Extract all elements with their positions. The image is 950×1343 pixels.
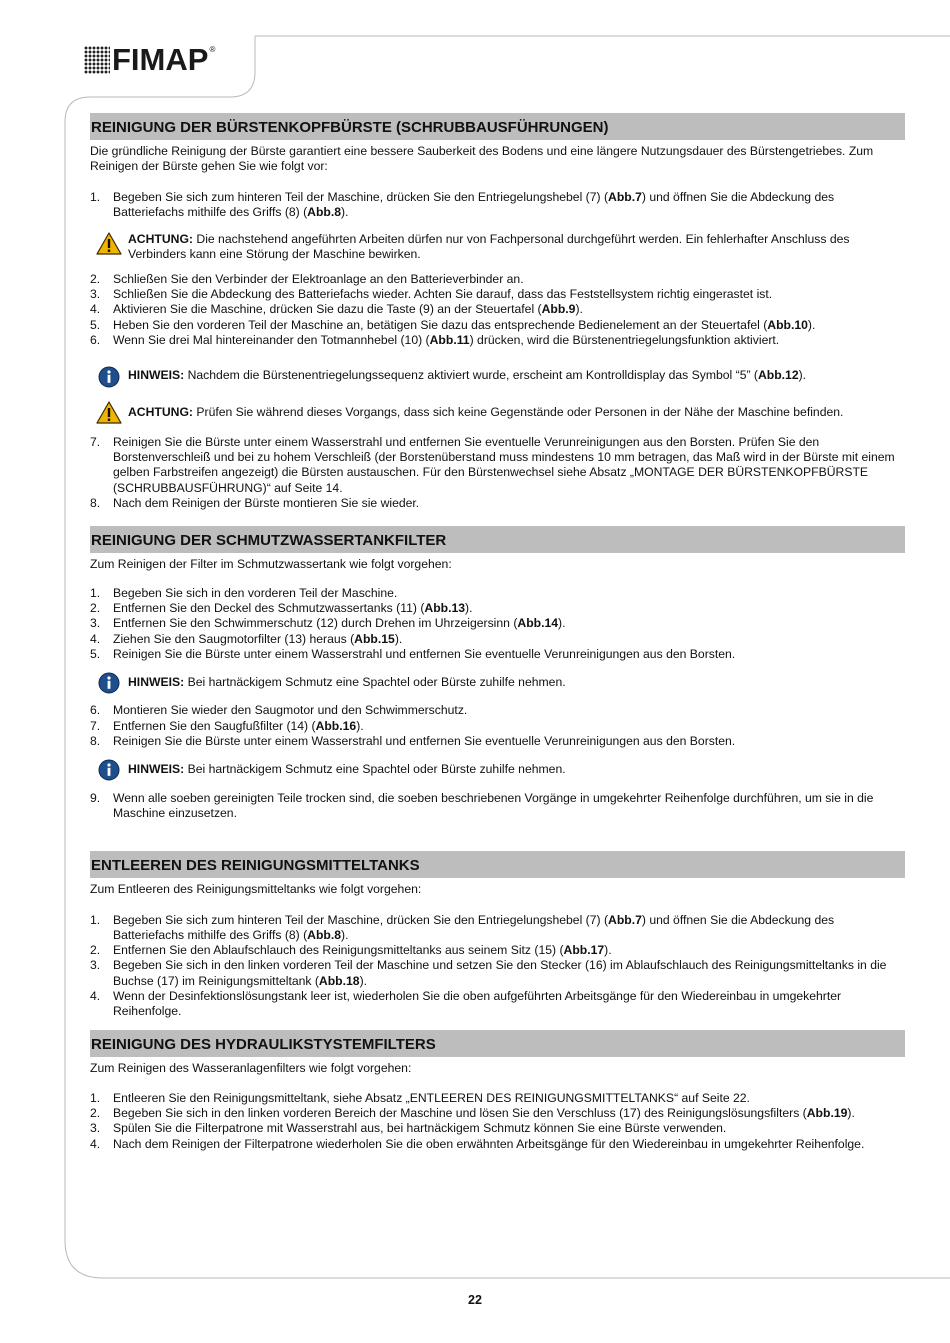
page-content: [90, 113, 905, 1152]
list-item: 8. Nach dem Reinigen der Bürste montieren Sie sie wieder.: [90, 496, 420, 511]
list-item: 8. Reinigen Sie die Bürste unter einem Wasserstrahl und entfernen Sie eventuelle Verunreinigungen aus den Borsten.: [90, 734, 736, 749]
list-item: 4. Nach dem Reinigen der Filterpatrone wiederholen Sie die oben erwähnten Arbeitsgänge für den Wiedereinbau in umgekehrter Reihenfolge.: [90, 1136, 865, 1151]
section-intro: Die gründliche Reinigung der Bürste garantiert eine bessere Sauberkeit des Bodens und eine längere Nutzungsdauer des Bürstengetriebes. Zum Reinigen der Bürste gehen Sie wie folgt vor:: [90, 144, 874, 174]
step-list: [90, 1091, 905, 1152]
section-title: REINIGUNG DER BÜRSTENKOPFBÜRSTE (SCHRUBBAUSFÜHRUNGEN): [90, 113, 905, 140]
warning-note: ACHTUNG: Die nachstehend angeführten Arbeiten dürfen nur von Fachpersonal durchgeführt werden. Ein fehlerhafter Anschluss des Verbinders kann eine Störung der Maschine bewirken.: [90, 232, 905, 263]
logo-registered-mark: ®: [209, 45, 216, 54]
warning-note: ACHTUNG: Prüfen Sie während dieses Vorgangs, dass sich keine Gegenstände oder Personen in der Nähe der Maschine befinden.: [90, 405, 905, 420]
fimap-logo: [84, 44, 215, 75]
list-item: 9. Wenn alle soeben gereinigten Teile trocken sind, die soeben beschriebenen Vorgänge in umgekehrter Reihenfolge durchführen, um sie in die Maschine einzusetzen.: [90, 790, 874, 820]
list-item: 1. Entleeren Sie den Reinigungsmitteltank, siehe Absatz „ENTLEEREN DES REINIGUNGSMITTELTANKS“ auf Seite 22.: [90, 1090, 750, 1105]
step-list: [90, 791, 905, 822]
section-intro: Zum Reinigen der Filter im Schmutzwassertank wie folgt vorgehen:: [90, 557, 452, 572]
list-item: 4. Aktivieren Sie die Maschine, drücken Sie dazu die Taste (9) an der Steuertafel (Abb.9).: [90, 302, 583, 317]
step-list: [90, 190, 905, 221]
list-item: 2. Begeben Sie sich in den linken vorderen Bereich der Maschine und lösen Sie den Verschluss (17) des Reinigungslösungsfilters (Abb.19).: [90, 1106, 855, 1121]
hint-note: HINWEIS: Nachdem die Bürstenentriegelungssequenz aktiviert wurde, erscheint am Kontrolldisplay das Symbol “5” (Abb.12).: [90, 368, 905, 383]
section-title: REINIGUNG DER SCHMUTZWASSERTANKFILTER: [90, 526, 905, 553]
list-item: 6. Montieren Sie wieder den Saugmotor und den Schwimmerschutz.: [90, 703, 468, 718]
section-intro: Zum Reinigen des Wasseranlagenfilters wie folgt vorgehen:: [90, 1060, 412, 1075]
section-title: REINIGUNG DES HYDRAULIKSTYSTEMFILTERS: [90, 1030, 905, 1057]
hint-note: HINWEIS: Bei hartnäckigem Schmutz eine Spachtel oder Bürste zuhilfe nehmen.: [90, 762, 905, 777]
list-item: 3. Entfernen Sie den Schwimmerschutz (12) durch Drehen im Uhrzeigersinn (Abb.14).: [90, 616, 566, 631]
section-intro: Zum Entleeren des Reinigungsmitteltanks wie folgt vorgehen:: [90, 882, 422, 897]
info-icon: [98, 759, 120, 785]
list-item: 1. Begeben Sie sich zum hinteren Teil der Maschine, drücken Sie den Entriegelungshebel (7) (Abb.7) und öffnen Sie die Abdeckung des Batteriefachs mithilfe des Griffs (8) (Abb.8).: [90, 189, 835, 219]
page-number: 22: [468, 1293, 482, 1307]
list-item: 3. Schließen Sie die Abdeckung des Batteriefachs wieder. Achten Sie darauf, dass das Feststellsystem richtig eingerastet ist.: [90, 287, 773, 302]
warning-icon: [96, 401, 122, 428]
list-item: 4. Ziehen Sie den Saugmotorfilter (13) heraus (Abb.15).: [90, 631, 403, 646]
step-list: [90, 703, 905, 749]
info-icon: [98, 366, 120, 392]
list-item: 2. Entfernen Sie den Deckel des Schmutzwassertanks (11) (Abb.13).: [90, 600, 473, 615]
section-title: ENTLEEREN DES REINIGUNGSMITTELTANKS: [90, 851, 905, 878]
list-item: 5. Reinigen Sie die Bürste unter einem Wasserstrahl und entfernen Sie eventuelle Verunreinigungen aus den Borsten.: [90, 646, 736, 661]
warning-icon: [96, 232, 122, 259]
step-list: [90, 435, 905, 511]
list-item: 2. Entfernen Sie den Ablaufschlauch des Reinigungsmitteltanks aus seinem Sitz (15) (Abb.17).: [90, 943, 612, 958]
list-item: 2. Schließen Sie den Verbinder der Elektroanlage an den Batterieverbinder an.: [90, 271, 524, 286]
list-item: 5. Heben Sie den vorderen Teil der Maschine an, betätigen Sie dazu das entsprechende Bedienelement an der Steuertafel (Abb.10).: [90, 317, 816, 332]
step-list: [90, 586, 905, 662]
section-brush-cleaning: [90, 113, 905, 511]
info-icon: [98, 672, 120, 698]
section-hydraulic-filter-cleaning: [90, 1030, 905, 1152]
list-item: 6. Wenn Sie drei Mal hintereinander den Totmannhebel (10) (Abb.11) drücken, wird die Bürstenentriegelungsfunktion aktiviert.: [90, 332, 780, 347]
section-dirty-water-tank-filter: [90, 526, 905, 821]
list-item: 7. Reinigen Sie die Bürste unter einem Wasserstrahl und entfernen Sie eventuelle Verunreinigungen aus den Borsten. Prüfen Sie den Borstenverschleiß und bei zu hohem Verschleiß (der Borstenüberstand muss mindestens 10 mm betragen, das Maß wird in der Bürste mit einem gelben Farbstreifen angezeigt) die Bürsten austauschen. Für den Bürstenwechsel siehe Absatz „MONTAGE DER BÜRSTENKOPFBÜRSTE (SCHRUBBAUSFÜHRUNG)“ auf Seite 14.: [90, 434, 895, 495]
section-detergent-tank-emptying: [90, 851, 905, 1019]
logo-dot-grid-icon: [84, 46, 110, 74]
list-item: 3. Begeben Sie sich in den linken vorderen Teil der Maschine und setzen Sie den Stecker (16) im Ablaufschlauch des Reinigungsmitteltanks in die Buchse (17) im Reinigungsmitteltank (Abb.18).: [90, 958, 887, 988]
step-list: [90, 913, 905, 1020]
logo-wordmark: FIMAP: [112, 42, 209, 77]
list-item: 7. Entfernen Sie den Saugfußfilter (14) (Abb.16).: [90, 718, 364, 733]
step-list: [90, 272, 905, 348]
list-item: 4. Wenn der Desinfektionslösungstank leer ist, wiederholen Sie die oben aufgeführten Arbeitsgänge für den Wiedereinbau in umgekehrter Reihenfolge.: [90, 988, 842, 1019]
list-item: 1. Begeben Sie sich in den vorderen Teil der Maschine.: [90, 585, 398, 600]
list-item: 1. Begeben Sie sich zum hinteren Teil der Maschine, drücken Sie den Entriegelungshebel (7) (Abb.7) und öffnen Sie die Abdeckung des Batteriefachs mithilfe des Griffs (8) (Abb.8).: [90, 912, 835, 942]
hint-note: HINWEIS: Bei hartnäckigem Schmutz eine Spachtel oder Bürste zuhilfe nehmen.: [90, 675, 905, 690]
list-item: 3. Spülen Sie die Filterpatrone mit Wasserstrahl aus, bei hartnäckigem Schmutz können Sie eine Bürste verwenden.: [90, 1121, 727, 1136]
